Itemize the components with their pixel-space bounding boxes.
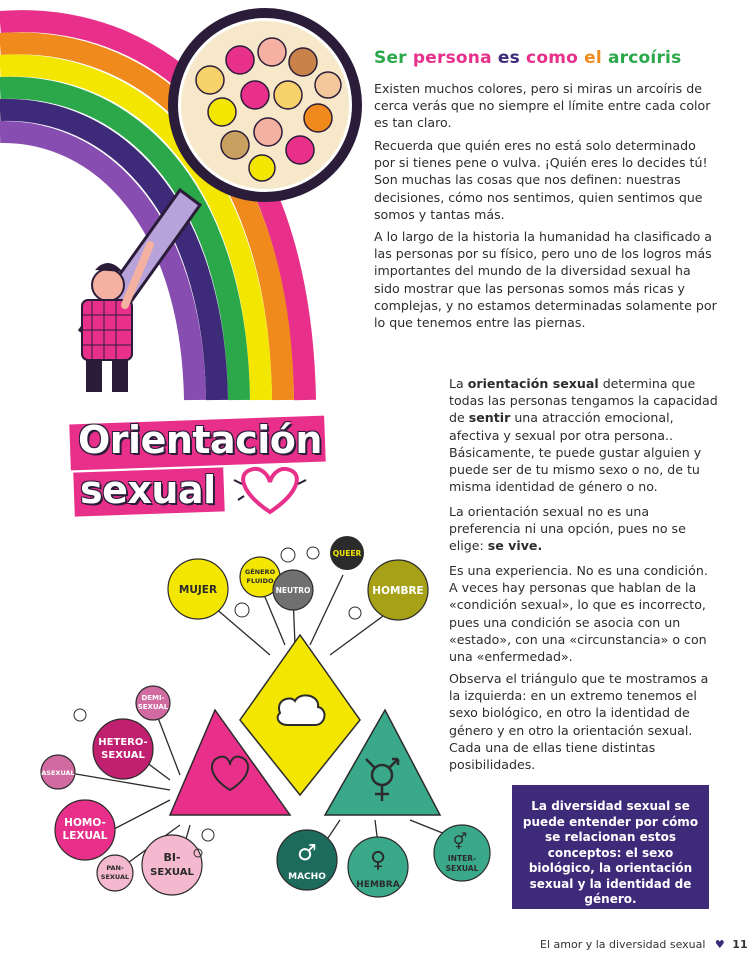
- r1-b: orientación sexual: [467, 376, 599, 391]
- female-symbol-icon: ♀: [369, 848, 387, 873]
- callout-box: [512, 785, 709, 909]
- heart-icon: [230, 460, 310, 520]
- orientation-paragraph-4: Observa el triángulo que te mostramos a la izquierda: en un extremo tenemos el sexo biológico, en otro la identidad de género y en otro la orientación sexual. Cada una de ellas tiene distintas posibilidades.: [449, 671, 709, 773]
- label-hombre: HOMBRE: [372, 585, 424, 597]
- intro-paragraph-1: Existen muchos colores, pero si miras un arcoíris de cerca verás que no siempre el límite entre cada color es tan claro.: [374, 81, 711, 131]
- label-homo-1: HOMO-: [64, 817, 106, 829]
- label-mujer: MUJER: [178, 584, 218, 596]
- r1-c: determina que todas las personas tengamos la capacidad de: [449, 376, 718, 426]
- title-word-1: Ser: [374, 48, 413, 68]
- page-number: 11: [732, 938, 748, 951]
- r1-d: sentir: [468, 410, 511, 426]
- page-title: [374, 48, 681, 68]
- label-pan-1: PAN-: [106, 864, 124, 872]
- orientation-paragraph-1: [449, 375, 719, 495]
- label-inter-2: SEXUAL: [445, 864, 479, 873]
- label-hembra: HEMBRA: [356, 880, 400, 890]
- label-bi-2: SEXUAL: [150, 867, 194, 878]
- r2-b: se vive.: [487, 538, 543, 554]
- label-macho: MACHO: [288, 872, 326, 882]
- bubble-heterosexual: [93, 719, 153, 779]
- title-word-6: arcoíris: [608, 48, 682, 68]
- label-genero-fluido-1: GÉNERO: [244, 568, 276, 576]
- label-bi-1: BI-: [163, 851, 181, 864]
- r1-a: La: [449, 376, 468, 391]
- label-pan-2: SEXUAL: [100, 873, 130, 881]
- page-footer: [540, 938, 748, 951]
- intro-paragraph-3: A lo largo de la historia la humanidad ha clasificado a las personas por su físico, pero uno de los logros más importantes del mundo de la diversidad sexual ha sido mostrar que las personas somos más ricas y complejas, y no estamos determinadas solamente por lo que tenemos entre las piernas.: [374, 229, 717, 331]
- intro-paragraph-2: Recuerda que quién eres no está solo determinado por si tienes pene o vulva. ¡Quién eres lo decides tú! Son muchas las cosas que nos definen: nuestras decisiones, cómo nos sentimos, quien sentimos que somos y tantas más.: [374, 138, 708, 222]
- label-queer: QUEER: [332, 549, 362, 558]
- label-hetero-2: SEXUAL: [101, 750, 145, 761]
- orientation-paragraph-3: Es una experiencia. No es una condición. A veces hay personas que hablan de la «condición sexual», lo que es incorrecto, pues una condición se asocia con un «estado», con una «circunstancia» o con una «enfermedad».: [449, 563, 708, 665]
- intersex-symbol-icon: ⚥: [452, 832, 468, 851]
- label-hetero-1: HETERO-: [98, 737, 148, 748]
- title-word-2: persona: [412, 48, 492, 68]
- label-genero-fluido-2: FLUIDO: [246, 577, 274, 585]
- label-demi-1: DEMI-: [141, 694, 165, 702]
- rainbow-illustration: [0, 0, 372, 400]
- callout-text: La diversidad sexual se puede entender por cómo se relacionan estos conceptos: el sexo biológico, la orientación sexual y la identidad de género.: [522, 799, 699, 906]
- triangle-diagram: [30, 535, 479, 905]
- r2-a: La orientación sexual no es una preferencia ni una opción, pues no se elige:: [449, 504, 686, 554]
- person-illustration: [82, 245, 150, 392]
- label-inter-1: INTER-: [447, 854, 477, 863]
- orientation-paragraph-2: [449, 503, 719, 555]
- label-asexual: ASEXUAL: [41, 769, 75, 777]
- footer-text: El amor y la diversidad sexual: [540, 938, 706, 951]
- title-word-4: como: [526, 48, 585, 68]
- male-symbol-icon: ♂: [297, 841, 317, 866]
- label-demi-2: SEXUAL: [137, 703, 169, 711]
- label-homo-2: LEXUAL: [62, 830, 108, 842]
- title-word-5: el: [584, 48, 609, 68]
- heading-line-1: Orientación: [78, 418, 322, 462]
- label-neutro: NEUTRO: [275, 586, 311, 595]
- heading-line-2: sexual: [80, 468, 216, 512]
- bubble-bisexual: [142, 835, 202, 895]
- title-word-3: es: [491, 48, 527, 68]
- heart-small-icon: ♥: [714, 938, 725, 951]
- r1-e: una atracción emocional, afectiva y sexual por otra persona.. Básicamente, te puede gustar alguien y puede ser de tu mismo sexo o no, de tu misma identidad de género o no.: [449, 410, 702, 495]
